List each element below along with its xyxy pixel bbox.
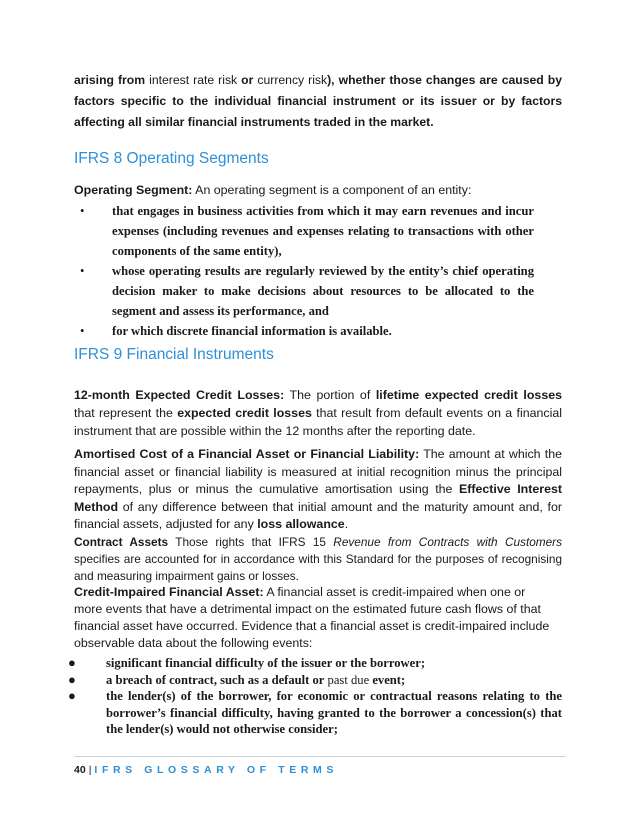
amortised-cost-definition (74, 446, 562, 534)
operating-segment-definition (74, 180, 562, 200)
contract-assets-definition (74, 534, 562, 585)
list-item (68, 655, 562, 672)
ecl-bold-lifetime: lifetime expected credit losses (375, 388, 562, 402)
intro-paragraph (74, 70, 562, 133)
ecl-definition (74, 386, 562, 440)
page-number: 40 (74, 764, 86, 776)
list-item (68, 688, 562, 738)
amortised-text-2: of any difference between that initial amount and the maturity amount and, for financial assets, adjusted for any (74, 499, 562, 531)
list-item-text: for which discrete financial information is available. (112, 324, 392, 338)
amortised-bold-eim: Effective Interest Method (74, 482, 562, 514)
term-operating-segment: Operating Segment: (74, 183, 193, 197)
intro-line-2-text: factors specific to the individual financial instrument or its issuer or by factors (74, 94, 562, 108)
page-footer (74, 764, 338, 776)
intro-bold-tail: ), whether those changes are caused by (327, 73, 562, 87)
event-2-text-b: past due (324, 672, 373, 687)
list-item (80, 201, 534, 261)
bullet-icon: ● (68, 688, 76, 703)
term-amortised-cost: Amortised Cost of a Financial Asset or Financial Liability: (74, 447, 420, 461)
operating-segment-list (80, 201, 534, 341)
credit-impaired-definition (74, 584, 552, 652)
intro-line-2 (74, 91, 562, 112)
amortised-text-1: The amount at which the financial asset or financial liability is measured at initial recognition minus the principal repayments, plus or minus the cumulative amortisation using the (74, 447, 562, 496)
amortised-bold-loss-allowance: loss allowance (257, 517, 345, 531)
intro-text-risk: interest rate risk (145, 73, 242, 87)
term-12-month-ecl: 12-month Expected Credit Losses: (74, 388, 285, 402)
event-2-text-a: a breach of contract, such as a default or (106, 672, 325, 687)
footer-title: IFRS GLOSSARY OF TERMS (94, 764, 338, 776)
event-2-text-c: event; (372, 672, 406, 687)
list-item-text: that engages in business activities from which it may earn revenues and incur expenses (including revenues and expenses relating to transactions with other components of the same entity), (112, 204, 534, 258)
amortised-text-3: . (344, 517, 349, 531)
ecl-bold-expected: expected credit losses (177, 406, 312, 420)
list-item-text (106, 672, 562, 689)
bullet-icon: • (80, 204, 85, 218)
section-heading-ifrs8: IFRS 8 Operating Segments (74, 150, 269, 167)
intro-line-1 (74, 70, 562, 91)
section-heading-ifrs9: IFRS 9 Financial Instruments (74, 346, 274, 363)
intro-bold-arising: arising from (74, 73, 146, 87)
ecl-text-2: that represent the (74, 406, 178, 420)
list-item (68, 672, 562, 689)
bullet-icon: • (80, 264, 85, 278)
bullet-icon: ● (68, 671, 76, 687)
list-item-text: whose operating results are regularly reviewed by the entity’s chief operating decision maker to make decisions about resources to be allocated to the segment and assess its performance, and (112, 264, 534, 318)
intro-line-3-text: affecting all similar financial instruments traded in the market. (74, 115, 434, 129)
term-credit-impaired: Credit-Impaired Financial Asset: (74, 585, 264, 599)
ecl-text-1: The portion of (284, 388, 376, 402)
credit-impaired-events-list (68, 655, 562, 738)
bullet-icon: • (80, 324, 85, 338)
credit-impaired-text: A financial asset is credit-impaired when one or more events that have a detrimental impact on the estimated future cash flows of that financial asset have occurred. Evidence that a financial asset is credit-impaired include observable data about the following events: (74, 585, 550, 650)
list-item (80, 321, 534, 341)
contract-text-1: Those rights that IFRS 15 (168, 535, 334, 549)
intro-bold-or: or (241, 73, 254, 87)
list-item (80, 261, 534, 321)
term-contract-assets: Contract Assets (74, 535, 169, 549)
contract-italic-ifrs15: Revenue from Contracts with Customers (333, 535, 562, 549)
operating-segment-text: An operating segment is a component of an entity: (192, 183, 472, 197)
bullet-icon: ● (68, 655, 76, 670)
intro-line-3 (74, 112, 562, 133)
list-item-text: the lender(s) of the borrower, for economic or contractual reasons relating to the borrower’s financial difficulty, having granted to the borrower a concession(s) that the lender(s) would not otherwise consider; (106, 689, 562, 736)
contract-text-2: specifies are accounted for in accordance with this Standard for the purposes of recognising and measuring impairment gains or losses. (74, 552, 562, 583)
ecl-text-3: that result from default events on a financial instrument that are possible within the 12 months after the reporting date. (74, 406, 562, 438)
footer-separator: | (88, 764, 92, 776)
footer-rule (74, 756, 566, 757)
intro-text-currency: currency risk (253, 73, 328, 87)
list-item-text: significant financial difficulty of the issuer or the borrower; (106, 656, 426, 670)
